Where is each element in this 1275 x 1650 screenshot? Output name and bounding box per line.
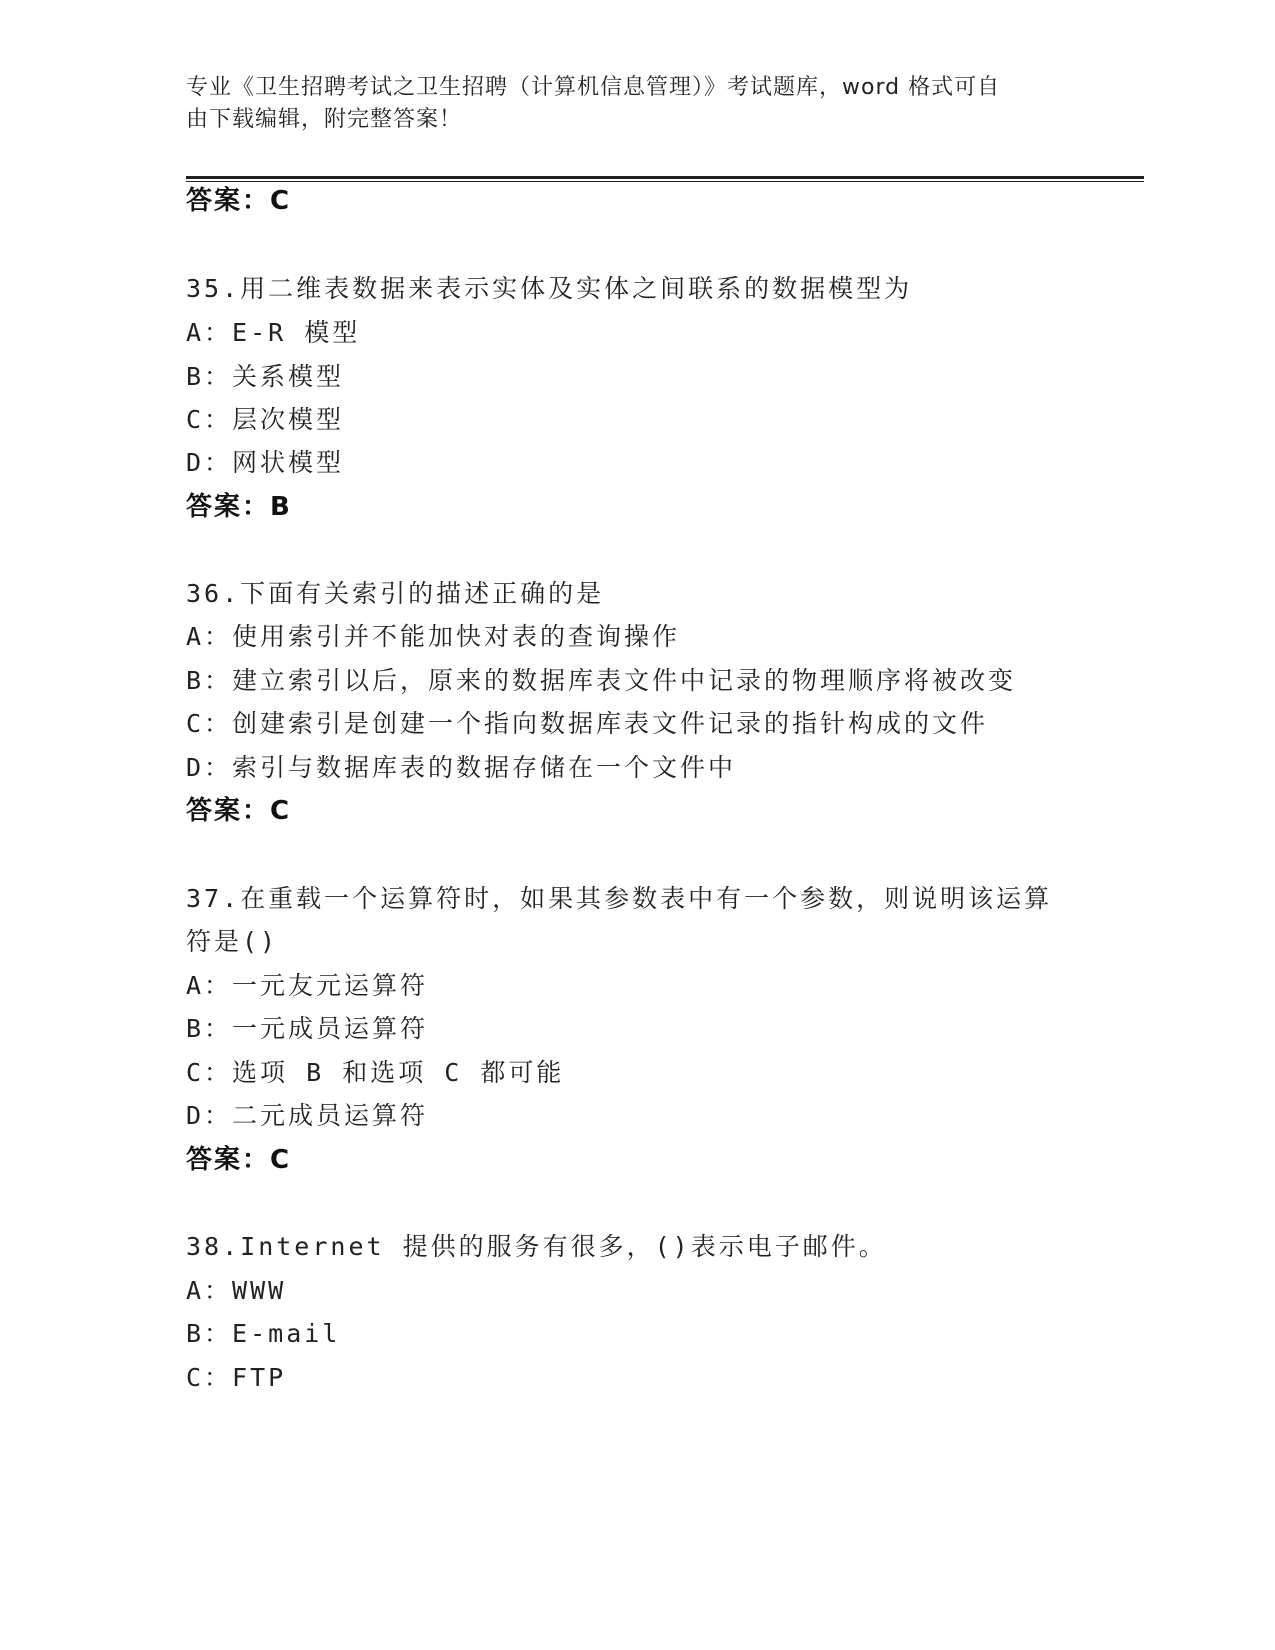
header-line-2: 由下载编辑，附完整答案！ [186,107,463,132]
question-38-stem: 38.Internet 提供的服务有很多，()表示电子邮件。 [186,1232,887,1261]
question-35-stem: 35.用二维表数据来表示实体及实体之间联系的数据模型为 [186,274,913,303]
question-38-option-b: B：E-mail [186,1319,341,1348]
question-35-option-c: C：层次模型 [186,405,345,434]
header-rule-thick [186,176,1144,179]
question-36-answer: 答案：C [186,796,292,826]
question-38-option-a: A：WWW [186,1276,287,1305]
question-36-option-b: B：建立索引以后，原来的数据库表文件中记录的物理顺序将被改变 [186,666,1017,695]
question-37-option-c: C：选项 B 和选项 C 都可能 [186,1058,565,1087]
question-37-option-d: D：二元成员运算符 [186,1101,429,1130]
question-37-option-a: A：一元友元运算符 [186,971,429,1000]
question-36-stem: 36.下面有关索引的描述正确的是 [186,579,605,608]
question-37-stem-line-1: 37.在重载一个运算符时，如果其参数表中有一个参数，则说明该运算 [186,884,1053,913]
question-36-option-d: D：索引与数据库表的数据存储在一个文件中 [186,753,737,782]
question-35-option-a: A：E-R 模型 [186,318,361,347]
header-rule-thin [186,181,1144,182]
question-35-option-d: D：网状模型 [186,448,345,477]
previous-answer: 答案：C [186,186,292,216]
document-header [186,72,1066,136]
question-36-option-a: A：使用索引并不能加快对表的查询操作 [186,622,681,651]
header-line-1: 专业《卫生招聘考试之卫生招聘（计算机信息管理）》考试题库，word 格式可自 [186,75,1001,100]
question-37-option-b: B：一元成员运算符 [186,1014,429,1043]
question-38-option-c: C：FTP [186,1363,287,1392]
question-35-answer: 答案：B [186,492,292,522]
question-36-option-c: C：创建索引是创建一个指向数据库表文件记录的指针构成的文件 [186,709,989,738]
question-37-answer: 答案：C [186,1145,292,1175]
question-37-stem-line-2: 符是() [186,927,279,956]
question-35-option-b: B：关系模型 [186,362,345,391]
